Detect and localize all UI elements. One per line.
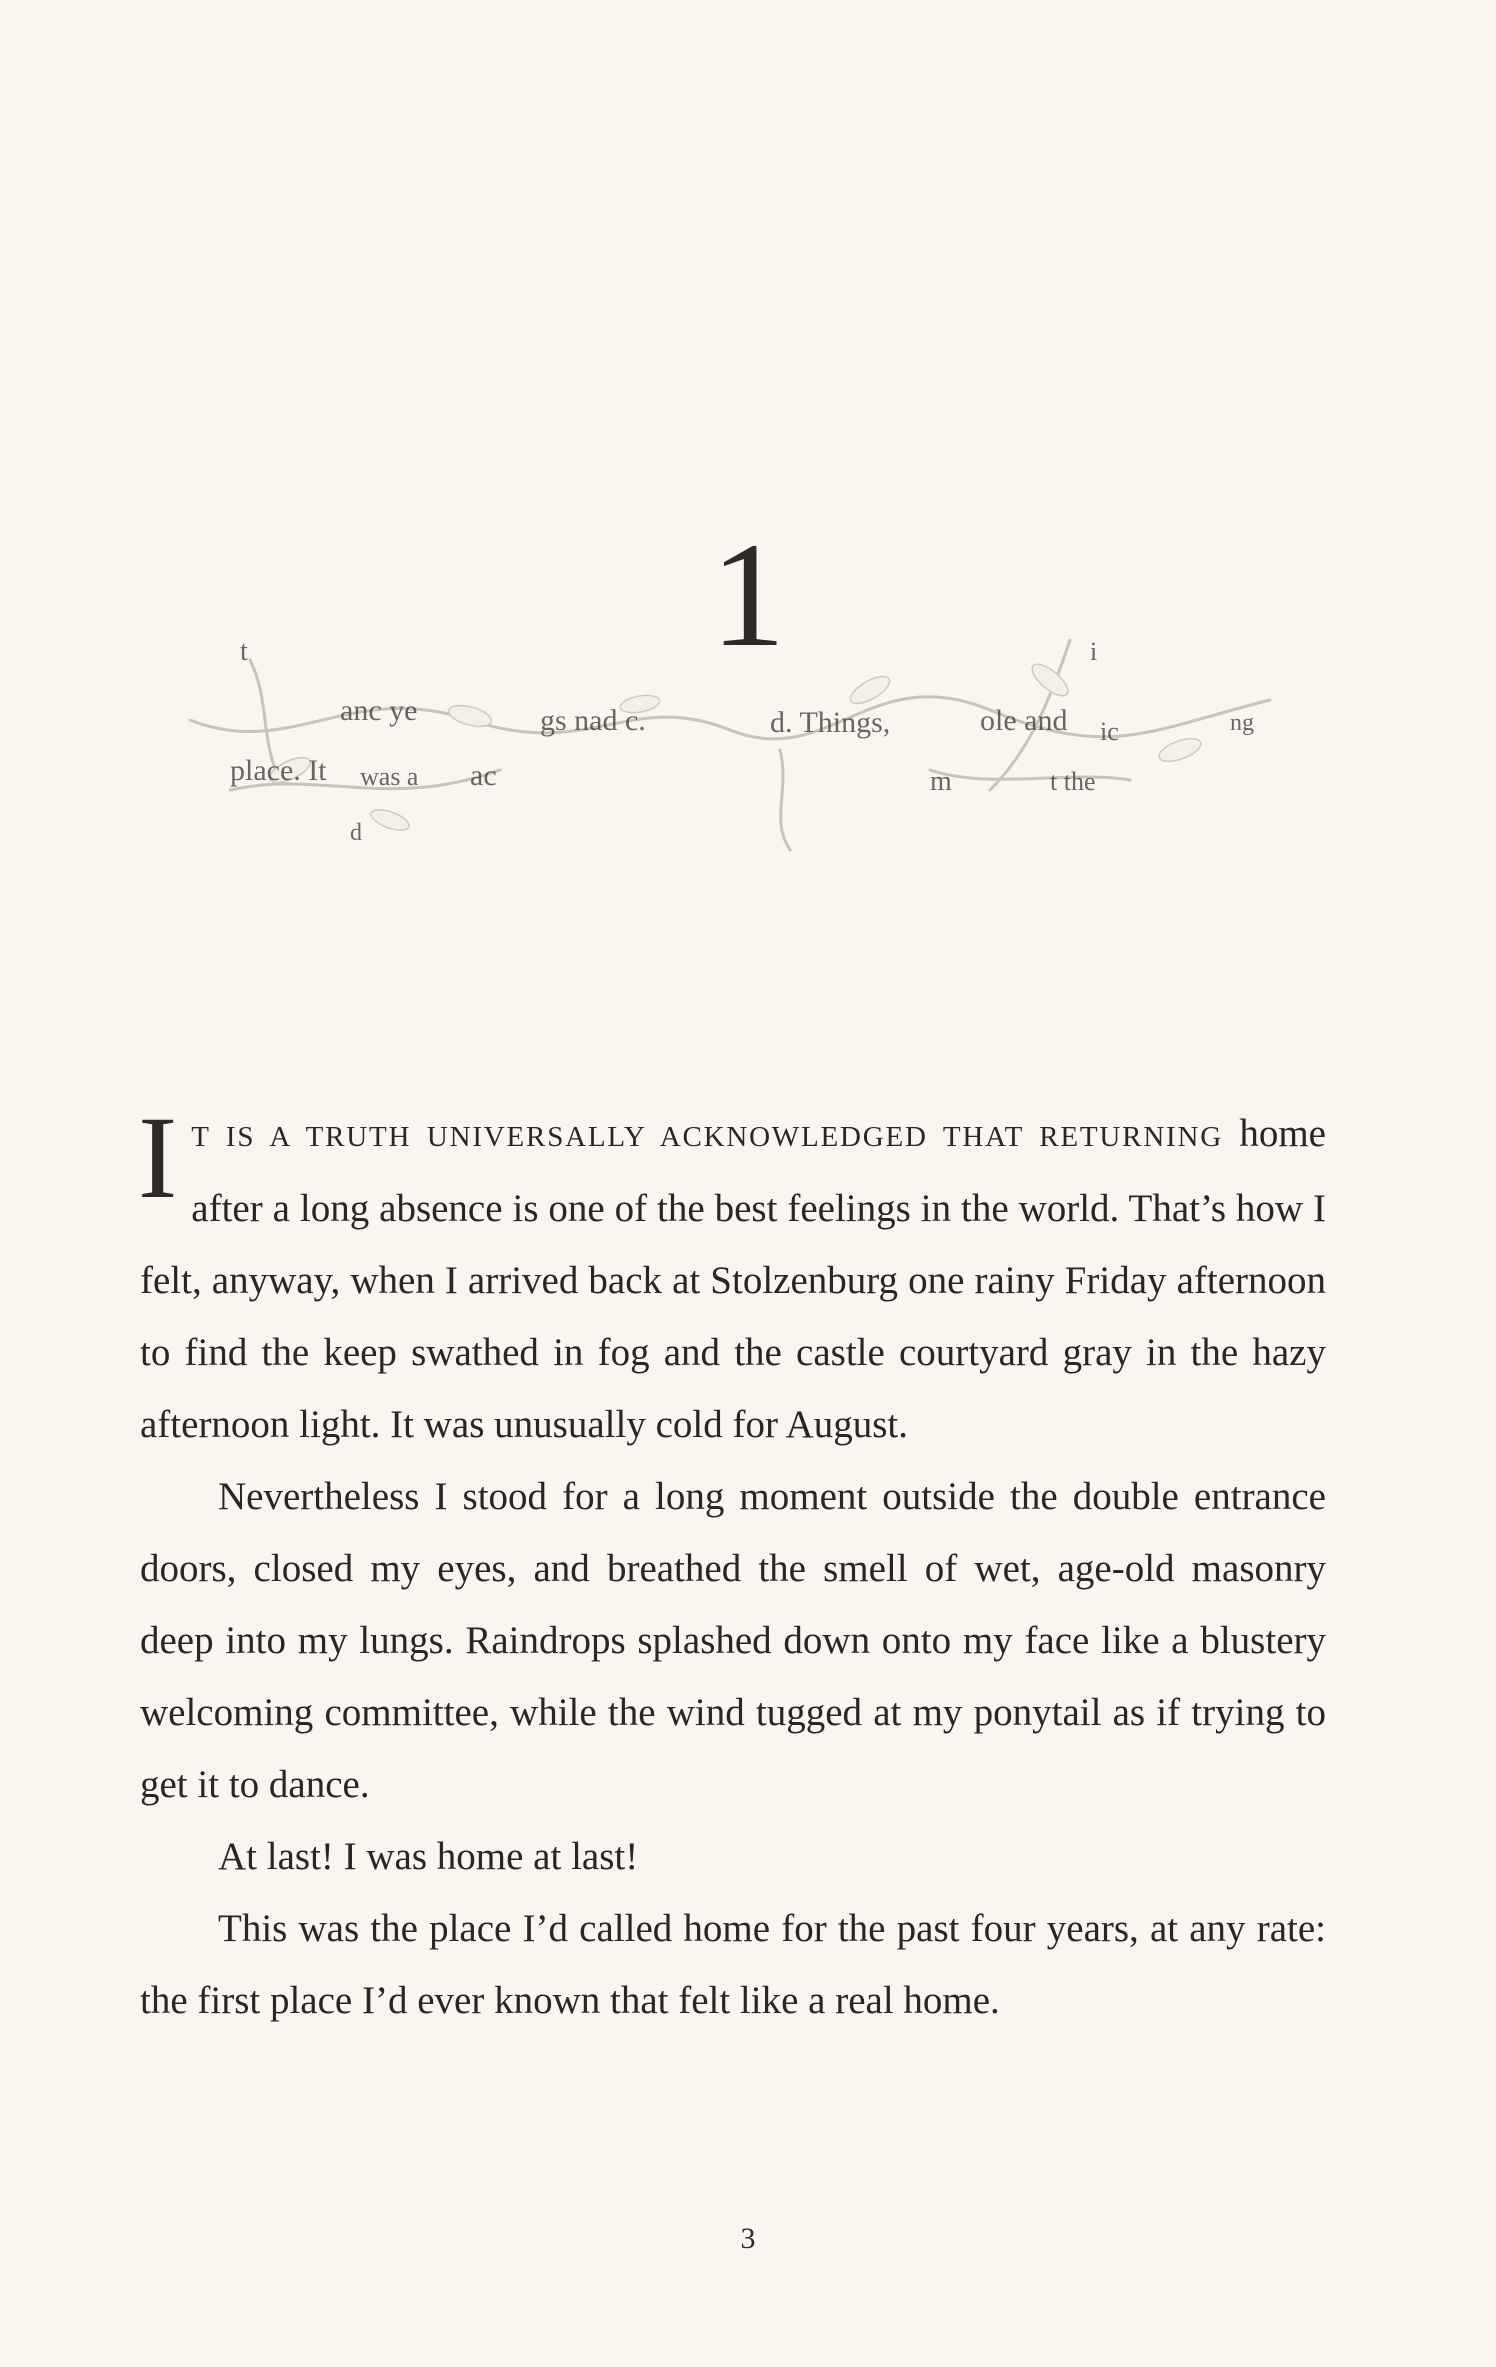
ornament-fragment: m [930, 766, 952, 797]
ornament-fragment: d [350, 820, 362, 846]
ornament-fragment: place. It [230, 754, 327, 787]
vine-ornament [170, 620, 1300, 860]
ornament-fragment: was a [360, 762, 419, 791]
page-number: 3 [740, 2222, 756, 2255]
ornament-fragment: ole and [980, 704, 1068, 737]
ornament-fragment: d. Things, [770, 706, 891, 739]
paragraph: Nevertheless I stood for a long moment outside the double entrance doors, closed my eyes, and breathed the smell of wet, age-old masonry deep into my lungs. Raindrops splashed down onto my face like a blustery welcoming committee, while the wind tugged at my ponytail as if trying to get it to dance. [140, 1475, 1326, 1806]
drop-cap: I [138, 1092, 178, 1223]
ornament-fragment: t the [1050, 767, 1096, 796]
ornament-fragment: anc ye [340, 694, 418, 727]
ornament-fragment: i [1090, 637, 1098, 666]
chapter-body [138, 1092, 1326, 2037]
ornament-fragment: ac [470, 759, 497, 792]
opening-smallcaps: T IS A TRUTH UNIVERSALLY ACKNOWLEDGED THAT RETURNING [191, 1121, 1224, 1153]
opening-paragraph [138, 1092, 1326, 1461]
ornament-fragment: ng [1230, 710, 1254, 736]
paragraph-text: home after a long absence is one of the best feelings in the world. That’s how I felt, anyway, when I arrived back at Stolzenburg one rainy Friday afternoon to find the keep swathed in fog and the castle courtyard gray in the hazy afternoon light. It was unusually cold for August. [140, 1112, 1326, 1446]
paragraph: This was the place I’d called home for the past four years, at any rate: the first place I’d ever known that felt like a real home. [140, 1907, 1326, 2022]
paragraph: At last! I was home at last! [218, 1835, 639, 1878]
ornament-fragment: ic [1100, 717, 1119, 746]
ornament-fragment: gs nad c. [540, 704, 646, 737]
ornament-fragment: t [240, 636, 248, 667]
chapter-number: 1 [710, 512, 786, 678]
